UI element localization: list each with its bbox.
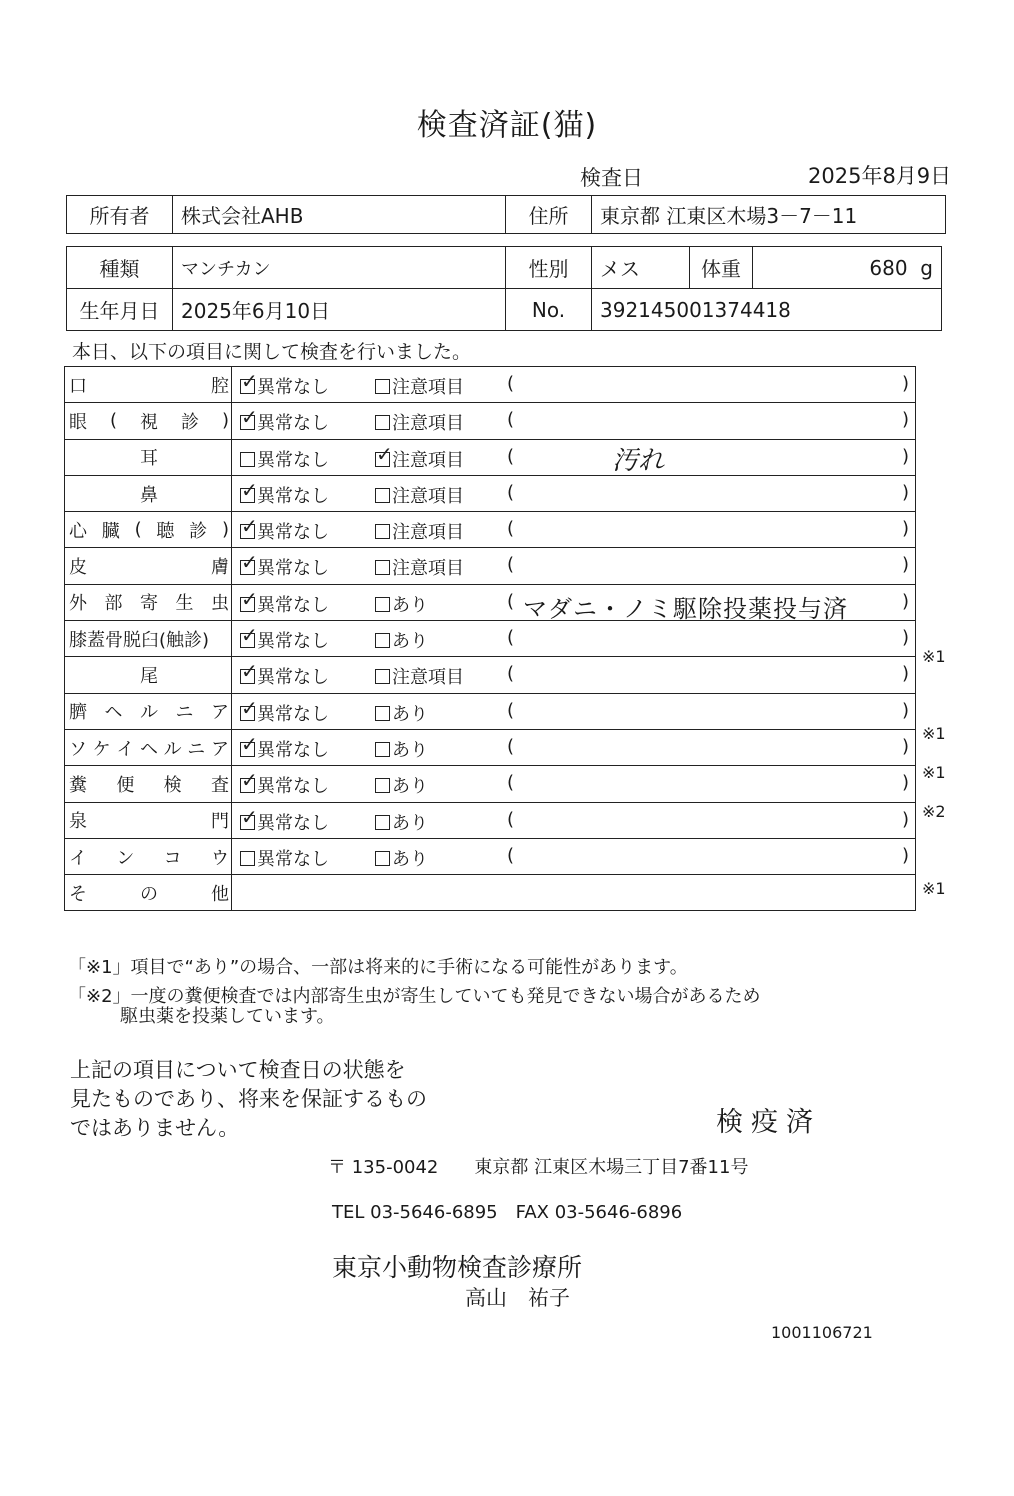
check-item-label: 耳	[140, 448, 158, 470]
check-option-label: あり	[392, 848, 428, 870]
check-row	[65, 512, 916, 548]
paren-open: (	[507, 844, 515, 866]
check-item-cell	[65, 838, 232, 874]
check-note: マダニ・ノミ駆除投薬投与済	[523, 594, 848, 623]
document-code: 1001106721	[771, 1323, 873, 1342]
paren-open: (	[507, 735, 515, 757]
check-row	[65, 621, 916, 657]
disclaimer-line: 上記の項目について検査日の状態を	[70, 1058, 406, 1082]
check-item-cell	[65, 584, 232, 620]
birth-value: 2025年6月10日	[173, 289, 506, 331]
check-item-cell	[65, 766, 232, 802]
check-item-label: 皮 膚	[69, 557, 229, 579]
check-item-label: 尾	[140, 666, 158, 688]
check-option[interactable]	[375, 627, 428, 653]
check-item-cell	[65, 621, 232, 657]
check-result-cell	[232, 403, 916, 439]
check-option-label: あり	[392, 812, 428, 834]
paren-open: (	[507, 481, 515, 503]
handwritten-note: 汚れ	[612, 445, 665, 476]
sex-label: 性別	[506, 247, 592, 289]
check-result-cell	[232, 367, 916, 403]
check-option-label: 異常なし	[257, 522, 329, 544]
check-option-label: 注意項目	[392, 522, 464, 544]
paren-close: )	[901, 481, 909, 503]
checked-box-icon[interactable]: ✓	[376, 441, 393, 466]
check-item-label: 泉 門	[69, 811, 229, 833]
weight-label: 体重	[690, 247, 753, 289]
checked-box-icon[interactable]: ✓	[241, 369, 258, 393]
breed-label: 種類	[67, 247, 173, 289]
document-title: 検査済証(猫)	[416, 108, 598, 143]
check-option-label: 異常なし	[257, 667, 329, 689]
paren-open: (	[507, 808, 515, 830]
check-option-label: あり	[392, 594, 428, 616]
check-row	[65, 403, 916, 439]
checkbox-icon[interactable]	[375, 560, 390, 575]
check-item-cell	[65, 802, 232, 838]
owner-label: 所有者	[67, 196, 173, 234]
inspection-date: 2025年8月9日	[808, 164, 952, 188]
paren-open: (	[507, 699, 515, 721]
check-option[interactable]	[375, 518, 464, 544]
check-option[interactable]	[375, 554, 464, 580]
checkbox-icon[interactable]	[375, 524, 390, 539]
check-option-label: 注意項目	[392, 377, 464, 398]
footnote-mark: ※1	[922, 763, 946, 782]
check-item-label: 眼 ( 視 診 )	[69, 410, 229, 433]
clinic-address: 〒 135-0042 東京都 江東区木場三丁目7番11号	[328, 1157, 749, 1178]
paren-open: (	[507, 627, 515, 649]
check-option-label: 注意項目	[392, 667, 464, 689]
check-row	[65, 439, 916, 475]
checkbox-icon[interactable]	[375, 415, 390, 430]
checklist-table	[64, 366, 916, 911]
paren-close: )	[901, 409, 909, 431]
check-item-cell	[65, 548, 232, 584]
check-item-cell	[65, 729, 232, 765]
check-option-label: 異常なし	[257, 848, 329, 870]
check-item-cell	[65, 403, 232, 439]
check-row	[65, 657, 916, 693]
checkbox-icon[interactable]	[375, 742, 390, 757]
check-option-label: 異常なし	[257, 449, 329, 471]
paren-open: (	[507, 518, 515, 540]
check-option[interactable]	[240, 477, 329, 508]
sex-value: メス	[592, 247, 690, 289]
checked-box-icon[interactable]: ✓	[241, 550, 258, 575]
footnote-2-line2: 駆虫薬を投薬しています。	[120, 1006, 335, 1027]
checked-box-icon[interactable]: ✓	[241, 514, 258, 539]
check-result-cell	[232, 439, 916, 475]
check-result-cell	[232, 802, 916, 838]
check-option[interactable]	[240, 731, 329, 762]
checked-box-icon[interactable]: ✓	[241, 623, 258, 648]
check-option[interactable]	[240, 550, 329, 580]
check-option[interactable]	[240, 804, 329, 835]
checkbox-icon[interactable]	[375, 706, 390, 721]
check-item-label: 鼻	[140, 484, 158, 506]
check-option-label: 異常なし	[257, 703, 329, 725]
paren-close: )	[901, 844, 909, 866]
check-item-label: 口 腔	[69, 375, 229, 397]
check-row	[65, 548, 916, 584]
paren-close: )	[901, 373, 909, 394]
check-option-label: あり	[392, 631, 428, 653]
check-option-label: あり	[392, 703, 428, 725]
check-option-label: 注意項目	[392, 558, 464, 580]
check-item-cell	[65, 512, 232, 548]
check-item-label: 外 部 寄 生 虫	[69, 593, 229, 615]
checked-box-icon[interactable]: ✓	[241, 731, 258, 756]
check-row	[65, 693, 916, 729]
check-result-cell	[232, 729, 916, 765]
paren-close: )	[901, 808, 909, 830]
other-label: そ の 他	[69, 883, 229, 905]
check-option[interactable]	[240, 405, 329, 435]
checkbox-icon[interactable]	[375, 633, 390, 648]
vet-name: 高山 祐子	[465, 1286, 570, 1310]
clinic-name: 東京小動物検査診療所	[332, 1253, 583, 1282]
number-value: 392145001374418	[592, 289, 942, 331]
checkbox-icon[interactable]	[375, 669, 390, 684]
checkbox-icon[interactable]	[240, 452, 255, 467]
check-option-label: 異常なし	[257, 812, 329, 834]
paren-close: )	[901, 627, 909, 649]
check-item-cell	[65, 367, 232, 403]
check-option[interactable]	[375, 845, 428, 871]
other-label-cell	[65, 875, 232, 911]
check-option[interactable]	[375, 663, 464, 689]
owner-value: 株式会社AHB	[173, 196, 506, 234]
check-item-label: 臍 ヘ ル ニ ア	[69, 702, 229, 724]
check-item-cell	[65, 693, 232, 729]
check-option[interactable]	[375, 736, 428, 762]
check-row	[65, 766, 916, 802]
checkbox-icon[interactable]	[375, 488, 390, 503]
paren-close: )	[901, 772, 909, 794]
footnote-mark: ※2	[922, 801, 946, 821]
check-option-label: 異常なし	[257, 594, 329, 616]
check-item-cell	[65, 657, 232, 693]
checkbox-icon[interactable]	[375, 379, 390, 394]
check-option[interactable]	[240, 369, 329, 399]
disclaimer	[70, 1056, 427, 1143]
check-option-label: 異常なし	[257, 377, 329, 398]
check-item-label: 心 臓 ( 聴 診 )	[69, 519, 229, 542]
weight-value: 680	[869, 255, 908, 280]
check-item-label: 膝蓋骨脱臼(触診)	[69, 629, 210, 651]
paren-open: (	[507, 373, 515, 394]
weight-unit: g	[920, 255, 933, 280]
footnote-2-line1: 「※2」一度の糞便検査では内部寄生虫が寄生していても発見できない場合があるため	[68, 986, 761, 1007]
paren-close: )	[901, 663, 909, 685]
checked-box-icon[interactable]: ✓	[241, 804, 258, 829]
other-value-cell	[232, 875, 916, 911]
breed-value: マンチカン	[173, 247, 506, 289]
check-option[interactable]	[240, 446, 329, 472]
paren-open: (	[507, 445, 515, 467]
check-option[interactable]	[375, 441, 464, 472]
check-option[interactable]	[240, 659, 329, 689]
check-option-label: 注意項目	[392, 449, 464, 471]
check-option[interactable]	[375, 809, 428, 835]
inspection-date-label: 検査日	[580, 166, 643, 190]
check-option[interactable]	[240, 586, 329, 617]
check-row	[65, 729, 916, 765]
check-result-cell	[232, 766, 916, 802]
paren-open: (	[507, 409, 515, 431]
check-option-label: あり	[392, 739, 428, 761]
check-row	[65, 802, 916, 838]
check-option-label: 注意項目	[392, 413, 464, 435]
birth-label: 生年月日	[67, 289, 173, 331]
check-option[interactable]	[240, 695, 329, 726]
footnote-mark: ※1	[922, 724, 946, 744]
paren-close: )	[901, 518, 909, 540]
check-item-label: ソ ケ イ ヘ ル ニ ア	[69, 738, 229, 760]
paren-close: )	[901, 445, 909, 467]
check-row	[65, 475, 916, 511]
check-option[interactable]	[240, 514, 329, 544]
paren-close: )	[901, 699, 909, 721]
check-option[interactable]	[240, 768, 329, 798]
intro-text: 本日、以下の項目に関して検査を行いました。	[72, 341, 472, 363]
check-result-cell	[232, 693, 916, 729]
footnote-1: 「※1」項目で“あり”の場合、一部は将来的に手術になる可能性があります。	[68, 957, 688, 978]
check-result-cell	[232, 584, 916, 623]
paren-close: )	[901, 554, 909, 576]
paren-open: (	[507, 554, 515, 576]
checked-box-icon[interactable]: ✓	[241, 695, 258, 720]
checked-box-icon[interactable]: ✓	[241, 659, 258, 684]
disclaimer-line: 見たものであり、将来を保証するもの	[70, 1087, 427, 1111]
check-row	[65, 584, 916, 620]
check-option-label: 注意項目	[392, 485, 464, 507]
checked-box-icon[interactable]: ✓	[241, 586, 258, 611]
check-option[interactable]	[240, 623, 329, 653]
footnote-mark: ※1	[922, 647, 946, 667]
checkbox-icon[interactable]	[375, 851, 390, 866]
check-item-cell	[65, 439, 232, 475]
check-item-label: 糞 便 検 査	[69, 774, 229, 796]
address-label: 住所	[506, 196, 592, 234]
check-result-cell	[232, 548, 916, 584]
checked-box-icon[interactable]: ✓	[241, 405, 258, 430]
disclaimer-line: ではありません。	[70, 1116, 240, 1140]
check-result-cell	[232, 475, 916, 511]
check-option-label: 異常なし	[257, 739, 329, 761]
checkbox-icon[interactable]	[375, 778, 390, 793]
paren-open: (	[507, 663, 515, 685]
paren-open: (	[507, 590, 515, 612]
check-item-cell	[65, 475, 232, 511]
footnote-mark: ※1	[922, 878, 946, 898]
animal-table	[66, 246, 942, 331]
check-option[interactable]	[375, 482, 464, 508]
check-option[interactable]	[375, 772, 428, 798]
quarantine-stamp: 検疫済	[716, 1107, 821, 1138]
check-option[interactable]	[375, 373, 464, 399]
checkbox-icon[interactable]	[375, 597, 390, 612]
check-option[interactable]	[375, 591, 428, 617]
check-option[interactable]	[240, 845, 329, 871]
check-row-other	[65, 875, 916, 911]
checked-box-icon[interactable]: ✓	[241, 477, 258, 502]
check-option-label: あり	[392, 776, 428, 798]
check-result-cell	[232, 838, 916, 874]
check-option-label: 異常なし	[257, 776, 329, 798]
number-label: No.	[506, 289, 592, 331]
checkbox-icon[interactable]	[240, 851, 255, 866]
check-option-label: 異常なし	[257, 558, 329, 580]
paren-open: (	[507, 772, 515, 794]
checkbox-icon[interactable]	[375, 815, 390, 830]
paren-close: )	[901, 590, 909, 612]
check-option[interactable]	[375, 409, 464, 435]
clinic-phone: TEL 03-5646-6895 FAX 03-5646-6896	[332, 1202, 683, 1223]
check-result-cell	[232, 512, 916, 548]
check-option-label: 異常なし	[257, 631, 329, 653]
address-value: 東京都 江東区木場3－7－11	[592, 196, 946, 234]
check-row	[65, 367, 916, 403]
check-result-cell	[232, 657, 916, 693]
check-option[interactable]	[375, 700, 428, 726]
check-option-label: 異常なし	[257, 485, 329, 507]
check-row	[65, 838, 916, 874]
check-option-label: 異常なし	[257, 413, 329, 435]
checked-box-icon[interactable]: ✓	[241, 768, 258, 793]
check-item-label: イ ン コ ウ	[69, 847, 229, 869]
paren-close: )	[901, 735, 909, 757]
check-result-cell	[232, 621, 916, 657]
weight-cell	[753, 247, 942, 289]
owner-table	[66, 195, 946, 234]
